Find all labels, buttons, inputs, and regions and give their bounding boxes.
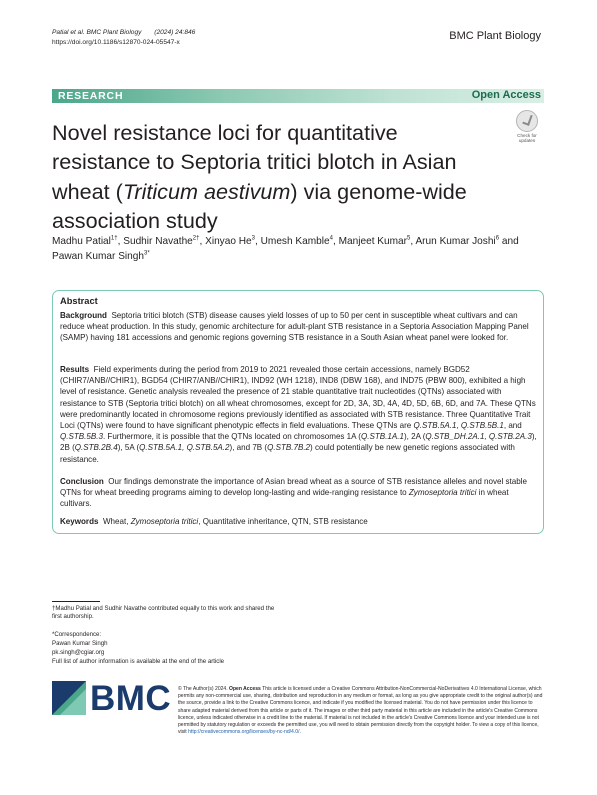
title-part-2: ) via genome-wide association study [52,178,467,233]
author [205,236,255,247]
author-affiliation: 5 [407,235,411,242]
author-name: Arun Kumar Joshi [415,236,496,247]
author-affiliation: 2† [192,235,200,242]
abstract-results: Results Field experiments during the period from 2019 to 2021 revealed those certain accessions, namely BGD52 (CHIR7/ANB//CHIR1), BGD54 (CHIR7/ANB//CHIR1), IND92 (WH 1218), IND8 (DBW 168), and IND75 (PBW 800), exhibited a high level of resistance. Genetic analysis revealed the presence of 21 stable quantitative trait nucleotides (QTNs) associated with resistance to STB (Septoria tritici blotch) on all wheat chromosomes, except for 2D, 3A, 3D, 4A, 4D, 5D, 6B, 6D, and 7A. These QTNs were predominantly located in chromosome regions previously identified as associated with STB resistance. Three Quantitative Trait Loci (QTNs) were found to have significant phenotypic effects in field evaluations. These QTNs are Q.STB.5A.1, Q.STB.5B.1, and Q.STB.5B.3. Furthermore, it is possible that the QTNs located on chromosomes 1A (Q.STB.1A.1), 2A (Q.STB_DH.2A.1, Q.STB.2A.3), 2B (Q.STB.2B.4), 5A (Q.STB.5A.1, Q.STB.5A.2), and 7B (Q.STB.7B.2) could potentially be new genetic regions associated with resistance. [60,365,537,464]
abstract-background [60,310,538,344]
results-label: Results [60,365,90,374]
conclusion-label: Conclusion [60,477,104,486]
check-for-updates-button[interactable] [513,110,541,144]
author-affiliation: 3* [144,250,150,257]
title-part-1: Novel resistance loci for quantitative resistance to Septoria tritici blotch in Asian wheat ( [52,120,457,204]
research-banner [52,89,544,103]
open-access-label: Open Access [471,89,541,101]
abstract-heading: Abstract [60,296,98,306]
author-name: Xinyao He [205,236,252,247]
bmc-logo: BMC [90,679,172,718]
author-affiliation: 4 [329,235,333,242]
author [52,236,118,247]
correspondence-heading: *Correspondence: [52,631,102,638]
author-name: Sudhir Navathe [123,236,193,247]
doi-link[interactable]: https://doi.org/10.1186/s12870-024-05547-x [52,39,180,46]
author-name: Madhu Patial [52,236,111,247]
title-italic: Triticum aestivum [122,178,291,204]
background-text: Septoria tritici blotch (STB) disease causes yield losses of up to 50 per cent in susceptible wheat cultivars and can reduce wheat production. In this study, genomic architecture for adult-plant STB resistance in a Septoria Association Mapping Panel (SAMP) having 181 accessions and genomic regions governing STB resistance in a South Asian wheat panel were looked for. [60,311,529,343]
background-label: Background [60,311,107,320]
abstract-conclusion: Conclusion Our findings demonstrate the importance of Asian bread wheat as a source of STB resistance alleles and novel stable QTNs for wheat breeding programs aiming to develop long-lasting and wide-ranging resistance to Zymoseptoria tritici in wheat cultivars. [60,477,527,509]
journal-name: BMC Plant Biology [449,30,541,42]
author-info-note: Full list of author information is available at the end of the article [52,658,225,665]
author [261,236,333,247]
author [52,251,150,262]
citation-authors: Patial et al. BMC Plant Biology [52,29,142,36]
citation-line [52,29,195,37]
license-link[interactable]: http://creativecommons.org/licenses/by-nc-nd/4.0/ [188,729,300,736]
equal-contribution-note: †Madhu Patial and Sudhir Navathe contributed equally to this work and shared the first authorship. [52,605,275,621]
author-name: Umesh Kamble [260,236,330,247]
section-label: RESEARCH [58,90,124,102]
keywords: Keywords Wheat, Zymoseptoria tritici, Quantitative inheritance, QTN, STB resistance [60,517,368,526]
author-name: Manjeet Kumar [338,236,408,247]
correspondence-name: Pawan Kumar Singh [52,640,108,647]
correspondence-email[interactable]: pk.singh@cgiar.org [52,649,105,656]
author-joiner: and [499,236,519,247]
author [339,236,411,247]
author [123,236,199,247]
bmc-logo-mark-icon [52,681,86,715]
license-text: © The Author(s) 2024. Open Access This article is licensed under a Creative Commons Attribution-NonCommercial-NoDerivatives 4.0 International License, which permits any non-commercial use, sharing, distribution and reproduction in any medium or format, as long as you give appropriate credit to the original author(s) and the source, provide a link to the Creative Commons licence, and indicate if you modified the licensed material. You do not have permission under this licence to share adapted material derived from this article or parts of it. The images or other third party material in this article are included in the article's Creative Commons licence, unless indicated otherwise in a credit line to the material. If material is not included in the article's Creative Commons licence and your intended use is not permitted by statutory regulation or exceeds the permitted use, you will need to obtain permission directly from the copyright holder. To view a copy of this licence, visit http://creativecommons.org/licenses/by-nc-nd/4.0/. [178,686,543,736]
author-affiliation: 6 [495,235,500,242]
badge-text: Check for updates [517,133,537,144]
author-affiliation: 1† [110,235,118,242]
keywords-label: Keywords [60,517,99,526]
author-list: Madhu Patial$^{1\dagger}$, Sudhir Navathe$^{2\dagger}$, Xinyao He$^3$, Umesh Kamble$^4$, Manjeet Kumar$^5$, Arun Kumar Joshi$^6$ and Pawan Kumar Singh$^{3*}$ [52,235,519,262]
author [415,236,499,247]
author-affiliation: 3 [251,235,256,242]
article-title [52,118,502,235]
citation-volume: (2024) 24:846 [154,29,196,36]
author-name: Pawan Kumar Singh [52,251,145,262]
footnote-divider [52,601,100,602]
check-for-updates-icon [516,110,538,132]
